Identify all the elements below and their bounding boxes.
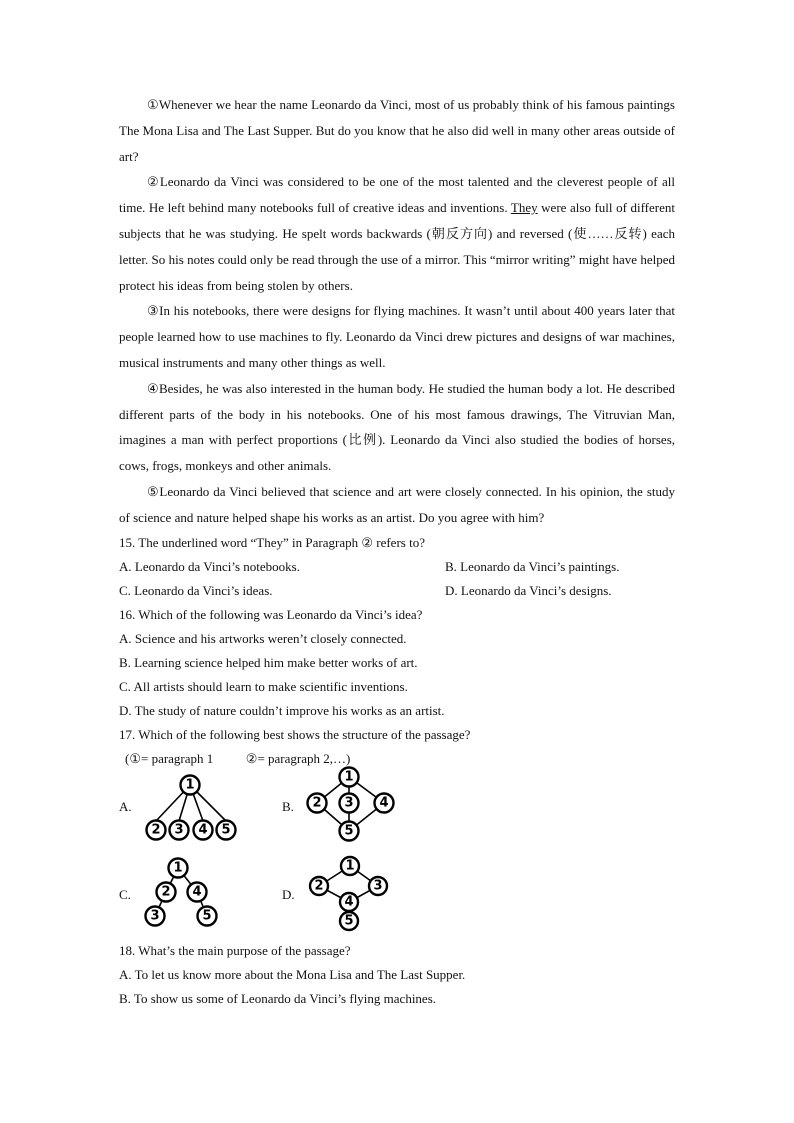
diagram-b-node-4-label: 4 [379, 795, 389, 811]
question-17-option-a-label[interactable]: A. [119, 798, 132, 814]
structure-diagram-d[interactable] [303, 855, 403, 935]
paragraph-2-text-start: ②Leonardo da Vinci was considered to be one of the most talented and the cleverest people of all time. He left behind many notebooks full of creative ideas and inventions. [119, 174, 675, 216]
question-15-option-c[interactable]: C. Leonardo da Vinci’s ideas. [119, 582, 273, 598]
paragraph-3: ③In his notebooks, there were designs for flying machines. It wasn’t until about 400 years later that people learned how to use machines to fly. Leonardo da Vinci drew pictures and designs of war machines, musical instruments and many other things as well. [119, 303, 675, 370]
diagram-b-node-5-label: 5 [344, 823, 354, 839]
question-16-option-a[interactable]: A. Science and his artworks weren’t closely connected. [119, 630, 407, 646]
question-15-stem: 15. The underlined word “They” in Paragraph ② refers to? [119, 534, 425, 550]
diagram-c-node-4-label: 4 [192, 884, 202, 900]
question-16-option-b[interactable]: B. Learning science helped him make better works of art. [119, 654, 418, 670]
question-17-diagram-row-2 [119, 857, 675, 939]
diagram-c-node-3-label: 3 [150, 908, 160, 924]
underlined-word-they: They [510, 200, 538, 216]
paragraph-2-text-end: were also full of different subjects that he was studying. He spelt words backwards (朝反方向) and reversed (使……反转) each letter. So his notes could only be read through the use of a mirror. This “mirror writing” might have helped protect his ideas from being stolen by others. [119, 200, 675, 293]
question-15-option-b[interactable]: B. Leonardo da Vinci’s paintings. [445, 558, 620, 574]
question-17-note: (①= paragraph 1 ②= paragraph 2,…) [125, 750, 351, 766]
question-16-option-d[interactable]: D. The study of nature couldn’t improve his works as an artist. [119, 702, 445, 718]
diagram-d-node-3-label: 3 [373, 878, 383, 894]
diagram-b-node-3-label: 3 [344, 795, 354, 811]
paragraph-4: ④Besides, he was also interested in the human body. He studied the human body a lot. He described different parts of the body in his notebooks. One of his most famous drawings, The Vitruvian Man, imagines a man with perfect proportions (比例). Leonardo da Vinci also studied the bodies of horses, cows, frogs, monkeys and other animals. [119, 380, 675, 474]
question-16-stem: 16. Which of the following was Leonardo da Vinci’s idea? [119, 606, 423, 622]
question-18-stem: 18. What’s the main purpose of the passage? [119, 942, 351, 958]
paragraph-1: ①Whenever we hear the name Leonardo da Vinci, most of us probably think of his famous paintings The Mona Lisa and The Last Supper. But do you know that he also did well in many other areas outside of art? [119, 97, 675, 164]
diagram-a-node-2-label: 2 [151, 822, 161, 838]
question-18-option-a[interactable]: A. To let us know more about the Mona Lisa and The Last Supper. [119, 966, 466, 982]
diagram-d-node-2-label: 2 [314, 878, 324, 894]
question-15-option-a[interactable]: A. Leonardo da Vinci’s notebooks. [119, 558, 300, 574]
question-17-option-b-label[interactable]: B. [282, 798, 294, 814]
diagram-a-node-1-label: 1 [185, 777, 195, 793]
diagram-b-node-2-label: 2 [312, 795, 322, 811]
structure-diagram-b[interactable] [303, 765, 403, 849]
diagram-b-node-1-label: 1 [344, 769, 354, 785]
diagram-d-node-5-label: 5 [344, 913, 354, 929]
question-15-options-row-2 [119, 579, 675, 603]
diagram-a-node-5-label: 5 [221, 822, 231, 838]
paragraph-2 [119, 169, 675, 298]
diagram-a-node-4-label: 4 [198, 822, 208, 838]
diagram-c-node-5-label: 5 [202, 908, 212, 924]
question-16-option-c[interactable]: C. All artists should learn to make scientific inventions. [119, 678, 408, 694]
structure-diagram-c[interactable] [141, 857, 241, 931]
diagram-c-node-2-label: 2 [161, 884, 171, 900]
paragraph-5: ⑤Leonardo da Vinci believed that science and art were closely connected. In his opinion, the study of science and nature helped shape his works as an artist. Do you agree with him? [119, 483, 675, 525]
diagram-d-node-4-label: 4 [344, 894, 354, 910]
question-17-stem: 17. Which of the following best shows the structure of the passage? [119, 726, 471, 742]
question-17-option-d-label[interactable]: D. [282, 886, 295, 902]
question-15-option-d[interactable]: D. Leonardo da Vinci’s designs. [445, 582, 612, 598]
exam-page [119, 92, 675, 1011]
question-15-options-row-1 [119, 555, 675, 579]
diagram-c-node-1-label: 1 [173, 860, 183, 876]
question-18-option-b[interactable]: B. To show us some of Leonardo da Vinci’s flying machines. [119, 990, 437, 1006]
diagram-d-node-1-label: 1 [345, 858, 355, 874]
structure-diagram-a[interactable] [143, 771, 243, 845]
question-17-option-c-label[interactable]: C. [119, 886, 131, 902]
diagram-a-node-3-label: 3 [174, 822, 184, 838]
question-17-diagram-row-1 [119, 771, 675, 857]
